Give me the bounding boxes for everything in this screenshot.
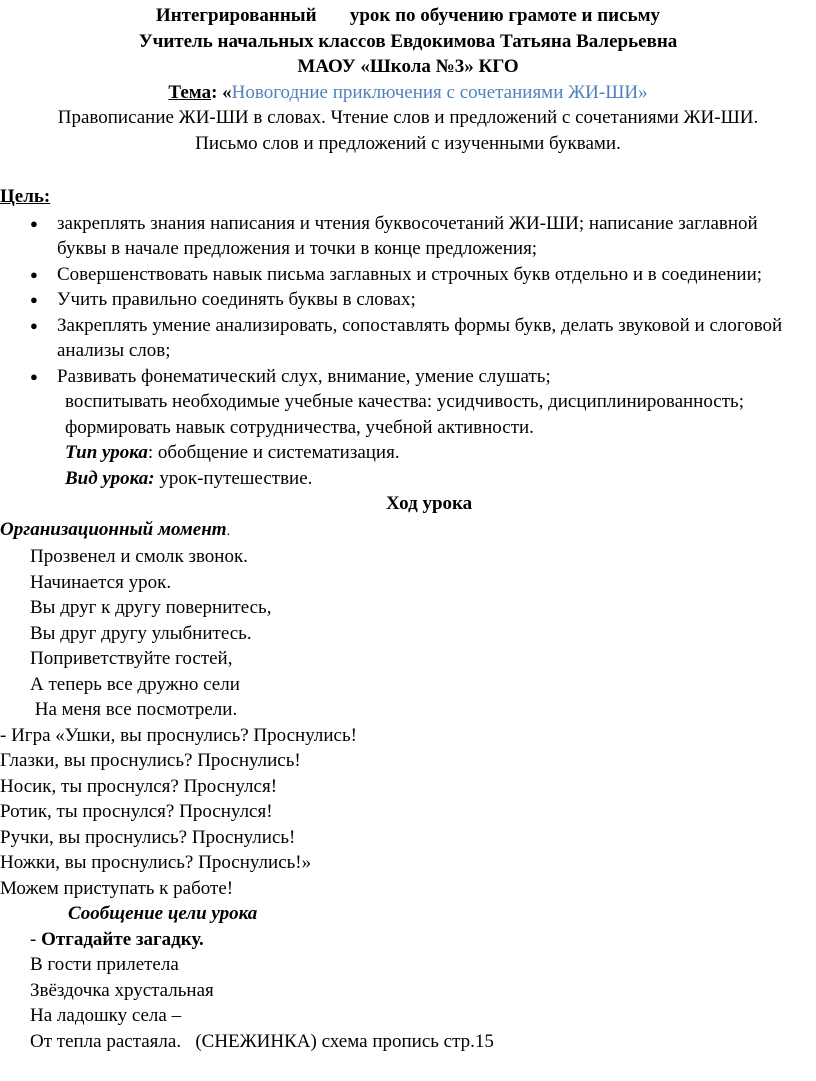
game-line: - Игра «Ушки, вы проснулись? Проснулись! [0,724,357,746]
goal-item-text: Учить правильно соединять буквы в словах; [57,289,416,310]
bullet-icon: ● [30,266,38,282]
topic-line [0,80,816,106]
game [0,723,816,902]
goal-item [0,364,816,390]
lesson-title: Интегрированный урок по обучению грамоте и письму [155,5,661,26]
header [0,0,816,156]
lesson-kind [0,466,816,492]
bullet-icon: ● [30,215,38,231]
riddle-line: От тепла растаяла. (СНЕЖИНКА) схема пропись стр.15 [30,1030,494,1052]
goal-item-text: Развивать фонематический слух, внимание, умение слушать; [57,365,551,387]
poem-line: Поприветствуйте гостей, [30,648,233,669]
lesson-type [0,440,816,466]
goal-item [0,262,816,288]
game-line: Ножки, вы проснулись? Проснулись!» [0,852,312,873]
goal-label: Цель: [0,186,51,207]
topic-value: Новогодние приключения с сочетаниями ЖИ-ШИ» [231,81,648,103]
poem-line: Прозвенел и смолк звонок. [30,546,248,567]
subtitle-line-2: Письмо слов и предложений с изученными буквами. [195,132,621,154]
org-moment-dot: . [226,523,231,539]
goal-item-text: закреплять знания написания и чтения буквосочетаний ЖИ-ШИ; написание заглавной буквы в начале предложения и точки в конце предложения; [57,212,758,259]
lesson-type-label: Тип урока [65,442,148,463]
poem-line: Начинается урок. [30,571,172,593]
subtitle-line-1: Правописание ЖИ-ШИ в словах. Чтение слов и предложений с сочетаниями ЖИ-ШИ. [57,107,759,128]
goal-message-label: Сообщение цели урока [68,903,258,924]
game-line: Глазки, вы проснулись? Проснулись! [0,750,301,771]
poem-line: Вы друг к другу повернитесь, [30,597,272,618]
poem-line: А теперь все дружно сели [30,673,240,695]
goal-list [0,211,816,390]
goal-item [0,211,816,262]
goal-continuation: воспитывать необходимые учебные качества: усидчивость, дисциплинированность; формировать навык сотрудничества, учебной активности. [65,391,744,438]
course-title: Ход урока [386,493,473,514]
goal-section [0,184,816,491]
poem [0,544,816,723]
course-section [0,491,816,1054]
riddle [0,952,816,1054]
teacher-line: Учитель начальных классов Евдокимова Татьяна Валерьевна [138,30,678,52]
goal-item-text: Совершенствовать навык письма заглавных и строчных букв отдельно и в соединении; [57,263,763,285]
poem-line: Вы друг другу улыбнитесь. [30,622,252,644]
game-line: Ротик, ты проснулся? Проснулся! [0,801,273,822]
goal-item-text: Закреплять умение анализировать, сопоставлять формы букв, делать звуковой и слоговой анализы слов; [57,314,783,361]
org-moment-label: Организационный момент [0,518,227,540]
riddle-line: В гости прилетела [30,954,179,975]
bullet-icon: ● [30,292,38,307]
school-line: МАОУ «Школа №3» КГО [297,56,519,77]
riddle-label: Отгадайте загадку. [41,928,204,950]
riddle-line: Звёздочка хрустальная [30,979,214,1001]
lesson-type-value: : обобщение и систематизация. [147,442,400,463]
topic-label: Тема [168,81,212,103]
game-line: Ручки, вы проснулись? Проснулись! [0,826,296,848]
org-moment [0,517,816,545]
poem-line: На меня все посмотрели. [30,699,238,720]
goal-item [0,313,816,364]
riddle-dash: - [30,928,42,950]
game-line: Можем приступать к работе! [0,877,234,899]
lesson-kind-label: Вид урока: [65,467,155,489]
bullet-icon: ● [30,317,38,333]
goal-item [0,287,816,313]
bullet-icon: ● [30,368,38,384]
topic-colon: : « [211,81,232,103]
riddle-heading [0,927,816,953]
game-line: Носик, ты проснулся? Проснулся! [0,775,278,797]
lesson-kind-value: урок-путешествие. [154,467,313,489]
riddle-line: На ладошку села – [30,1005,182,1026]
